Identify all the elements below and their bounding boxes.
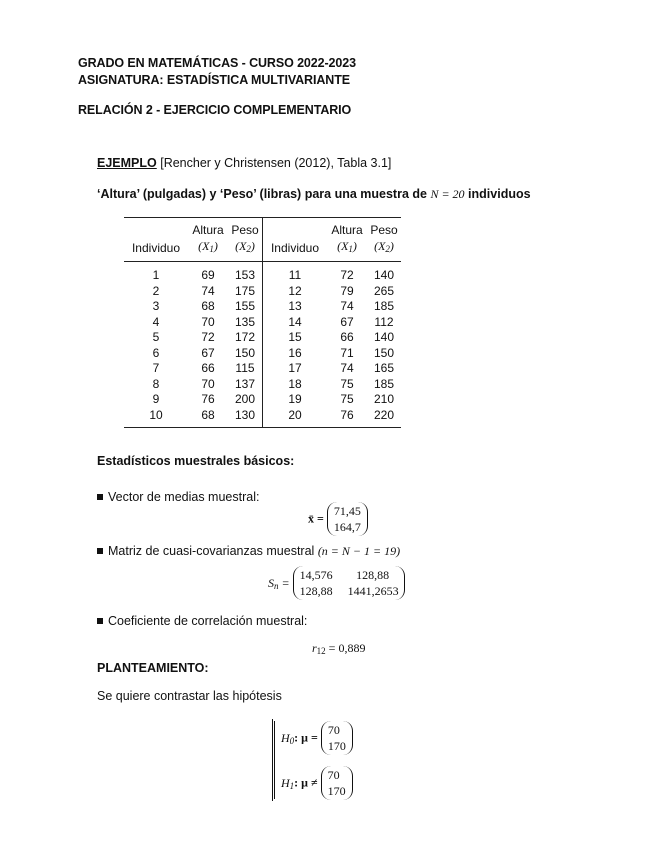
table-cell: 11 [288, 268, 302, 282]
table-cell: 72 [201, 330, 215, 344]
table-cell: 185 [373, 376, 395, 391]
stats-title: Estadísticos muestrales básicos: [97, 454, 295, 468]
table-cell: 13 [288, 299, 302, 313]
table-cell: 150 [373, 345, 395, 360]
example-line [97, 156, 391, 170]
corr-formula: $r_{12} = 0,889$ [312, 641, 366, 656]
header-individuo-right: Individuo [263, 238, 328, 262]
table-cell: 20 [288, 407, 302, 422]
mu-value: 70 [327, 768, 340, 782]
table-cell: 70 [201, 314, 215, 329]
h0-line: $H_0$: μ = 70 170 [281, 721, 353, 755]
mean-value: 71,45 [333, 504, 361, 518]
table-cell: 155 [228, 299, 263, 315]
table-cell: 130 [228, 408, 263, 428]
caption-math: N = 20 [430, 187, 465, 201]
mu-value: 70 [327, 723, 340, 737]
table-cell: 265 [373, 283, 395, 298]
table-cell: 7 [152, 361, 160, 375]
table-cell: 66 [201, 361, 215, 375]
table-cell: 68 [201, 299, 215, 313]
h1-symbol: $H_1$ [281, 775, 295, 791]
example-caption [97, 187, 531, 202]
cov-formula [268, 566, 405, 600]
hypothesis-bar [274, 721, 275, 799]
table-cell: 17 [288, 361, 302, 375]
mean-symbol: x̄ = [308, 511, 324, 526]
header-peso-right: Peso [370, 223, 398, 237]
caption-post: individuos [468, 187, 531, 201]
corr-label: Coeficiente de correlación muestral: [108, 614, 308, 628]
example-label: EJEMPLO [97, 156, 157, 170]
table-cell: 75 [340, 392, 354, 406]
table-cell: 71 [340, 345, 354, 360]
cov-cell: 1441,2653 [347, 584, 399, 598]
mu-value: 170 [327, 784, 346, 798]
mu-value: 170 [327, 739, 346, 753]
caption-pre: ‘Altura’ (pulgadas) y ‘Peso’ (libras) para una muestra de [97, 187, 427, 201]
table-cell: 135 [228, 315, 263, 331]
header-individuo-left: Individuo [124, 238, 188, 262]
header-x1-right: $(X_1)$ [327, 238, 367, 262]
table-cell: 172 [228, 330, 263, 346]
table-cell: 66 [340, 330, 354, 344]
table-cell: 74 [340, 299, 354, 313]
course-title: GRADO EN MATEMÁTICAS - CURSO 2022-2023 [78, 56, 356, 70]
table-cell: 220 [373, 407, 395, 422]
hypothesis-bar [272, 719, 273, 801]
table-cell: 9 [152, 392, 160, 406]
table-row [124, 408, 401, 428]
table-cell: 74 [201, 283, 215, 298]
h1-line: $H_1$: μ ≠ 70 170 [281, 766, 353, 800]
table-row [124, 284, 401, 300]
header-x1-left: $(X_1)$ [188, 238, 228, 262]
cov-cell: 128,88 [299, 584, 333, 598]
table-cell: 8 [152, 376, 160, 391]
table-cell: 12 [288, 283, 302, 298]
table-cell: 68 [201, 407, 215, 422]
table-cell: 69 [201, 268, 215, 282]
table-cell: 6 [152, 345, 160, 360]
header-altura-right: Altura [331, 223, 363, 237]
table-row [124, 315, 401, 331]
header-altura-left: Altura [192, 223, 224, 237]
cov-row [300, 583, 398, 599]
data-table [124, 217, 401, 428]
table-cell: 165 [373, 361, 395, 375]
table-cell: 185 [373, 299, 395, 313]
table-cell: 4 [152, 314, 160, 329]
table-cell: 115 [228, 361, 263, 377]
table-cell: 175 [228, 284, 263, 300]
table-cell: 140 [373, 268, 395, 282]
h0-vector [321, 721, 353, 755]
bullet-icon [97, 494, 103, 500]
table-row [124, 262, 401, 284]
table-cell: 210 [373, 392, 395, 406]
table-cell: 19 [288, 392, 302, 406]
table-cell: 67 [340, 314, 354, 329]
table-cell: 14 [288, 314, 302, 329]
table-cell: 74 [340, 361, 354, 375]
table-row [124, 346, 401, 362]
table-cell: 18 [288, 376, 302, 391]
h1-vector [321, 766, 353, 800]
cov-label: Matriz de cuasi-covarianzas muestral [108, 544, 315, 558]
header-x2-left: $(X_2)$ [228, 238, 263, 262]
cov-label-line [108, 544, 400, 559]
table-row [124, 330, 401, 346]
table-cell: 112 [374, 314, 394, 329]
cov-symbol: $S_n$ = [268, 575, 290, 591]
table-cell: 75 [340, 376, 354, 391]
subject-title: ASIGNATURA: ESTADÍSTICA MULTIVARIANTE [78, 73, 350, 87]
bullet-icon [97, 548, 103, 554]
planteamiento-text: Se quiere contrastar las hipótesis [97, 689, 282, 703]
header-x2-right: $(X_2)$ [367, 238, 401, 262]
cov-cell: 14,576 [299, 568, 333, 582]
relation-title: RELACIÓN 2 - EJERCICIO COMPLEMENTARIO [78, 103, 352, 117]
table-row [124, 377, 401, 393]
table-row [124, 392, 401, 408]
table-cell: 153 [228, 262, 263, 284]
table-cell: 2 [152, 283, 160, 298]
table-cell: 16 [288, 345, 302, 360]
table-cell: 10 [149, 407, 163, 422]
planteamiento-title: PLANTEAMIENTO: [97, 661, 209, 675]
cov-cell: 128,88 [356, 568, 390, 582]
header-peso-left: Peso [228, 218, 263, 239]
table-cell: 150 [228, 346, 263, 362]
mean-formula [308, 502, 368, 536]
table-cell: 70 [201, 376, 215, 391]
table-cell: 76 [201, 392, 215, 406]
table-cell: 79 [340, 283, 354, 298]
table-cell: 3 [152, 299, 160, 313]
table-cell: 1 [152, 268, 160, 282]
cov-row [300, 567, 398, 583]
cov-condition: (n = N − 1 = 19) [317, 544, 401, 558]
cov-matrix [293, 566, 405, 600]
table-cell: 5 [152, 330, 160, 344]
mean-value: 164,7 [333, 520, 361, 534]
mean-vector [327, 502, 368, 536]
table-cell: 76 [340, 407, 354, 422]
table-row [124, 299, 401, 315]
table-row [124, 361, 401, 377]
table-cell: 15 [288, 330, 302, 344]
table-cell: 137 [228, 377, 263, 393]
table-cell: 140 [373, 330, 395, 344]
table-cell: 200 [228, 392, 263, 408]
example-reference: [Rencher y Christensen (2012), Tabla 3.1] [160, 156, 392, 170]
table-cell: 72 [340, 268, 354, 282]
h0-symbol: $H_0$ [281, 730, 295, 746]
bullet-icon [97, 618, 103, 624]
table-cell: 67 [201, 345, 215, 360]
mean-label: Vector de medias muestral: [108, 490, 260, 504]
